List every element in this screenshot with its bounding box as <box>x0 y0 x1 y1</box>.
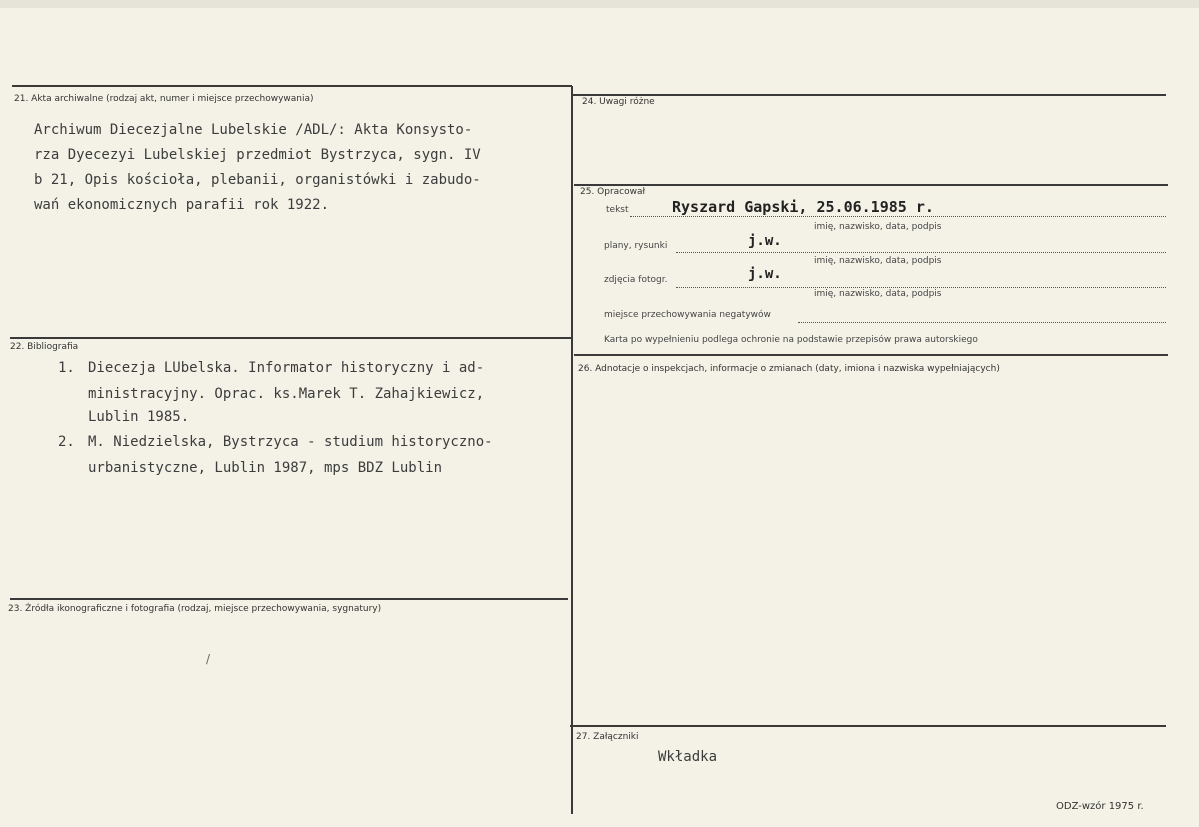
plany-label: plany, rysunki <box>604 241 668 251</box>
divider-22-23 <box>10 598 568 600</box>
card-top-edge <box>0 0 1199 8</box>
bibliography-item-1-line-3: Lublin 1985. <box>88 409 190 425</box>
plany-caption: imię, nazwisko, data, podpis <box>814 256 942 266</box>
form-code: ODZ-wzór 1975 r. <box>1056 801 1144 812</box>
section-21-label: 21. Akta archiwalne (rodzaj akt, numer i miejsce przechowywania) <box>14 94 314 104</box>
section-21-line-3: b 21, Opis kościoła, plebanii, organistówki i zabudo- <box>34 172 481 188</box>
section-21-line-2: rza Dyecezyi Lubelskiej przedmiot Bystrzyca, sygn. IV <box>34 147 481 163</box>
section-21-line-4: wań ekonomicznych parafii rok 1922. <box>34 197 330 213</box>
zdjecia-value: j.w. <box>748 266 782 282</box>
zdjecia-caption: imię, nazwisko, data, podpis <box>814 289 942 299</box>
divider-vertical <box>571 86 573 814</box>
plany-value: j.w. <box>748 233 782 249</box>
tekst-value: Ryszard Gapski, 25.06.1985 r. <box>672 198 934 216</box>
bibliography-item-1-number: 1. <box>58 360 75 376</box>
tekst-caption: imię, nazwisko, data, podpis <box>814 222 942 232</box>
attachment-value: Wkładka <box>658 749 718 765</box>
tekst-label: tekst <box>606 205 629 215</box>
section-25-label: 25. Opracował <box>580 187 646 197</box>
negatywy-line <box>798 322 1166 323</box>
section-24-label: 24. Uwagi różne <box>582 97 655 107</box>
bibliography-item-2-line-2: urbanistyczne, Lublin 1987, mps BDZ Lublin <box>88 460 443 476</box>
bibliography-item-1-line-2: ministracyjny. Oprac. ks.Marek T. Zahajkiewicz, <box>88 386 485 402</box>
divider-24-25 <box>574 184 1168 186</box>
negatywy-label: miejsce przechowywania negatywów <box>604 310 771 320</box>
bibliography-item-1-line-1: Diecezja LUbelska. Informator historyczny i ad- <box>88 360 485 376</box>
zdjecia-label: zdjęcia fotogr. <box>604 275 668 285</box>
bibliography-item-2-line-1: M. Niedzielska, Bystrzyca - studium historyczno- <box>88 434 493 450</box>
section-22-label: 22. Bibliografia <box>10 342 79 352</box>
divider-26-27 <box>570 725 1166 727</box>
pencil-mark: / <box>206 652 211 666</box>
bibliography-item-2-number: 2. <box>58 434 75 450</box>
section-21-line-1: Archiwum Diecezjalne Lubelskie /ADL/: Akta Konsysto- <box>34 122 473 138</box>
copyright-note: Karta po wypełnieniu podlega ochronie na podstawie przepisów prawa autorskiego <box>604 335 978 345</box>
divider-top-right <box>572 94 1166 96</box>
section-27-label: 27. Załączniki <box>576 732 639 742</box>
section-23-label: 23. Źródła ikonograficzne i fotografia (rodzaj, miejsce przechowywania, sygnatury) <box>8 604 382 614</box>
divider-21-22 <box>10 337 572 339</box>
section-26-label: 26. Adnotacje o inspekcjach, informacje o zmianach (daty, imiona i nazwiska wypełniających) <box>578 364 1000 374</box>
zdjecia-line <box>676 287 1166 288</box>
divider-top-left <box>12 85 572 87</box>
divider-25-26 <box>574 354 1168 356</box>
